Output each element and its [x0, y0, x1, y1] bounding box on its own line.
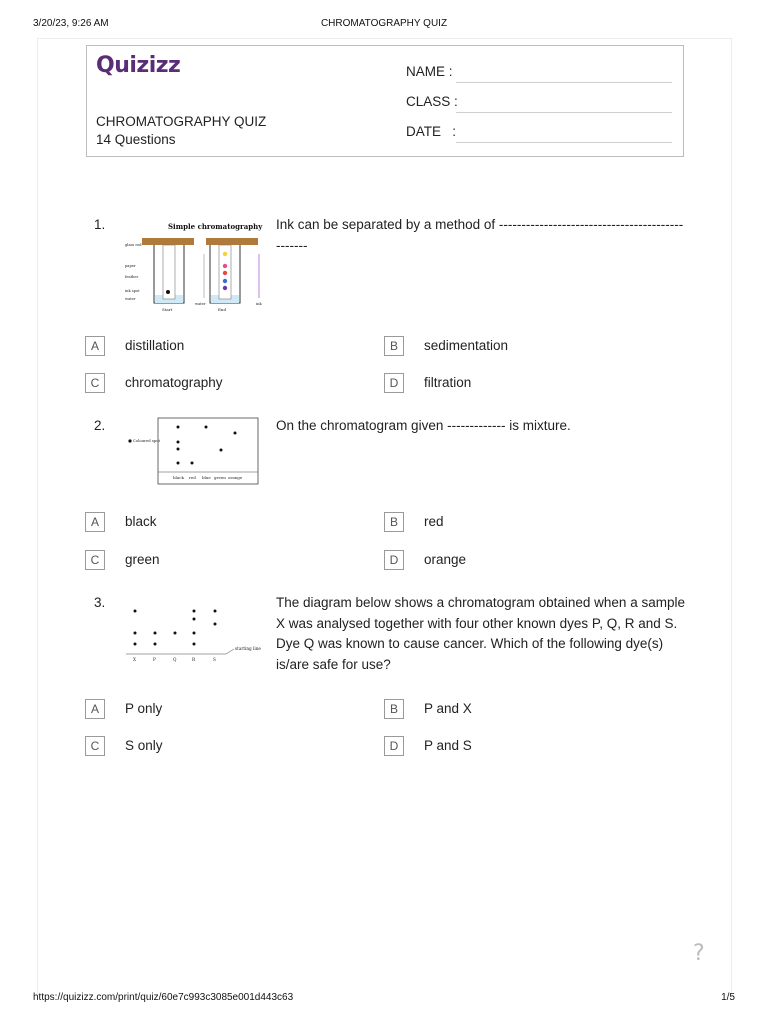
col-green: green: [214, 475, 226, 480]
question-2-image: [124, 416, 260, 486]
label-ink-arrow: ink: [256, 302, 262, 306]
glass-rod-start: [142, 238, 194, 245]
q3-option-a-box[interactable]: A: [85, 699, 105, 719]
question-3-image: [124, 602, 264, 666]
q1-option-d-text[interactable]: filtration: [424, 375, 472, 390]
q2-option-c-text[interactable]: green: [125, 552, 160, 567]
quizizz-logo: Quizizz: [96, 53, 181, 78]
spot: [193, 643, 196, 646]
print-url: https://quizizz.com/print/quiz/60e7c993c3085e001d443c63: [33, 992, 294, 1003]
q2-option-b-text[interactable]: red: [424, 514, 444, 529]
print-title: CHROMATOGRAPHY QUIZ: [320, 18, 448, 29]
name-field-line[interactable]: [456, 82, 672, 83]
spot: [191, 462, 194, 465]
q3-option-b-text[interactable]: P and X: [424, 701, 472, 716]
class-label: CLASS :: [406, 94, 458, 109]
label-paper: paper: [125, 264, 136, 268]
q2-option-a-box[interactable]: A: [85, 512, 105, 532]
spot: [193, 610, 196, 613]
spot: [134, 632, 137, 635]
q2-option-d-text[interactable]: orange: [424, 552, 467, 567]
q1-option-b-box[interactable]: B: [384, 336, 404, 356]
col-orange: orange: [228, 475, 243, 480]
legend-label: Coloured spot: [133, 438, 161, 443]
spot-red: [223, 271, 227, 275]
q1-option-c-box[interactable]: C: [85, 373, 105, 393]
q3-option-c-text[interactable]: S only: [125, 738, 163, 753]
baseline-pointer: [226, 649, 234, 654]
label-feather: feather: [125, 275, 139, 279]
print-footer: [0, 992, 768, 1006]
spot: [177, 441, 180, 444]
q2-option-b-box[interactable]: B: [384, 512, 404, 532]
spot: [154, 643, 157, 646]
q3-option-c-box[interactable]: C: [85, 736, 105, 756]
q2-option-a-text[interactable]: black: [125, 514, 157, 529]
q1-option-a-text[interactable]: distillation: [125, 338, 185, 353]
spot: [220, 449, 223, 452]
spot: [177, 426, 180, 429]
q3-option-a-text[interactable]: P only: [125, 701, 163, 716]
quiz-header: [86, 45, 684, 157]
date-field-line[interactable]: [456, 142, 672, 143]
question-2-text: On the chromatogram given ------------- is mixture.: [276, 418, 571, 433]
help-icon[interactable]: ?: [693, 941, 705, 966]
chromatography-diagram: [124, 218, 266, 314]
name-label: NAME :: [406, 64, 453, 79]
class-field-line[interactable]: [456, 112, 672, 113]
spot-yellow: [223, 252, 227, 256]
question-1-text: Ink can be separated by a method of ------------------------------------------------: [276, 217, 684, 253]
col-s: S: [213, 657, 216, 662]
col-r: R: [192, 657, 196, 662]
q1-option-b-text[interactable]: sedimentation: [424, 338, 509, 353]
question-3-number: 3.: [94, 595, 106, 610]
col-x: X: [133, 657, 136, 662]
spot: [214, 610, 217, 613]
label-glass-rod: glass rod: [125, 243, 142, 247]
q3-option-d-box[interactable]: D: [384, 736, 404, 756]
spot: [154, 632, 157, 635]
spot: [134, 643, 137, 646]
print-page-number: 1/5: [721, 992, 735, 1003]
col-black: black: [173, 475, 184, 480]
q3-option-b-box[interactable]: B: [384, 699, 404, 719]
spot-blue: [223, 279, 227, 283]
question-3-text: The diagram below shows a chromatogram obtained when a sample X was analysed together with four other known dyes P, Q, R and S. Dye Q was known to cause cancer. Which of the following dye(s) is/are safe for use?: [276, 595, 685, 672]
chromatogram-2: [124, 416, 260, 486]
spot: [174, 632, 177, 635]
spot: [134, 610, 137, 613]
diagram-title: Simple chromatography: [168, 222, 263, 231]
q1-option-c-text[interactable]: chromatography: [125, 375, 223, 390]
col-p: P: [153, 657, 156, 662]
question-1-number: 1.: [94, 217, 106, 232]
spot: [193, 618, 196, 621]
glass-rod-end: [206, 238, 258, 245]
spot-pink: [223, 264, 227, 268]
spot: [205, 426, 208, 429]
col-blue: blue: [202, 475, 211, 480]
label-water: water: [125, 297, 136, 301]
quiz-title: CHROMATOGRAPHY QUIZ: [96, 114, 267, 129]
label-water-arrow: water: [195, 302, 206, 306]
question-count: 14 Questions: [96, 132, 176, 147]
print-datetime: 3/20/23, 9:26 AM: [33, 18, 109, 29]
label-ink-spot: ink spot: [125, 289, 140, 293]
spot: [177, 448, 180, 451]
q1-option-d-box[interactable]: D: [384, 373, 404, 393]
starting-line-label: starting line: [235, 646, 261, 651]
label-end: End: [218, 307, 227, 312]
q3-option-d-text[interactable]: P and S: [424, 738, 472, 753]
spot: [193, 632, 196, 635]
chromatogram-3: [124, 602, 264, 666]
col-q: Q: [173, 657, 177, 662]
legend-spot: [128, 439, 131, 442]
question-2-number: 2.: [94, 418, 106, 433]
question-1-image: [124, 218, 266, 314]
spot: [234, 432, 237, 435]
spot: [214, 623, 217, 626]
q2-option-c-box[interactable]: C: [85, 550, 105, 570]
date-label: DATE :: [406, 124, 457, 139]
q1-option-a-box[interactable]: A: [85, 336, 105, 356]
print-header: [0, 18, 768, 32]
spot-purple: [223, 286, 227, 290]
ink-spot: [166, 290, 170, 294]
col-red: red: [189, 475, 196, 480]
spot: [177, 462, 180, 465]
q2-option-d-box[interactable]: D: [384, 550, 404, 570]
label-start: Start: [162, 307, 173, 312]
